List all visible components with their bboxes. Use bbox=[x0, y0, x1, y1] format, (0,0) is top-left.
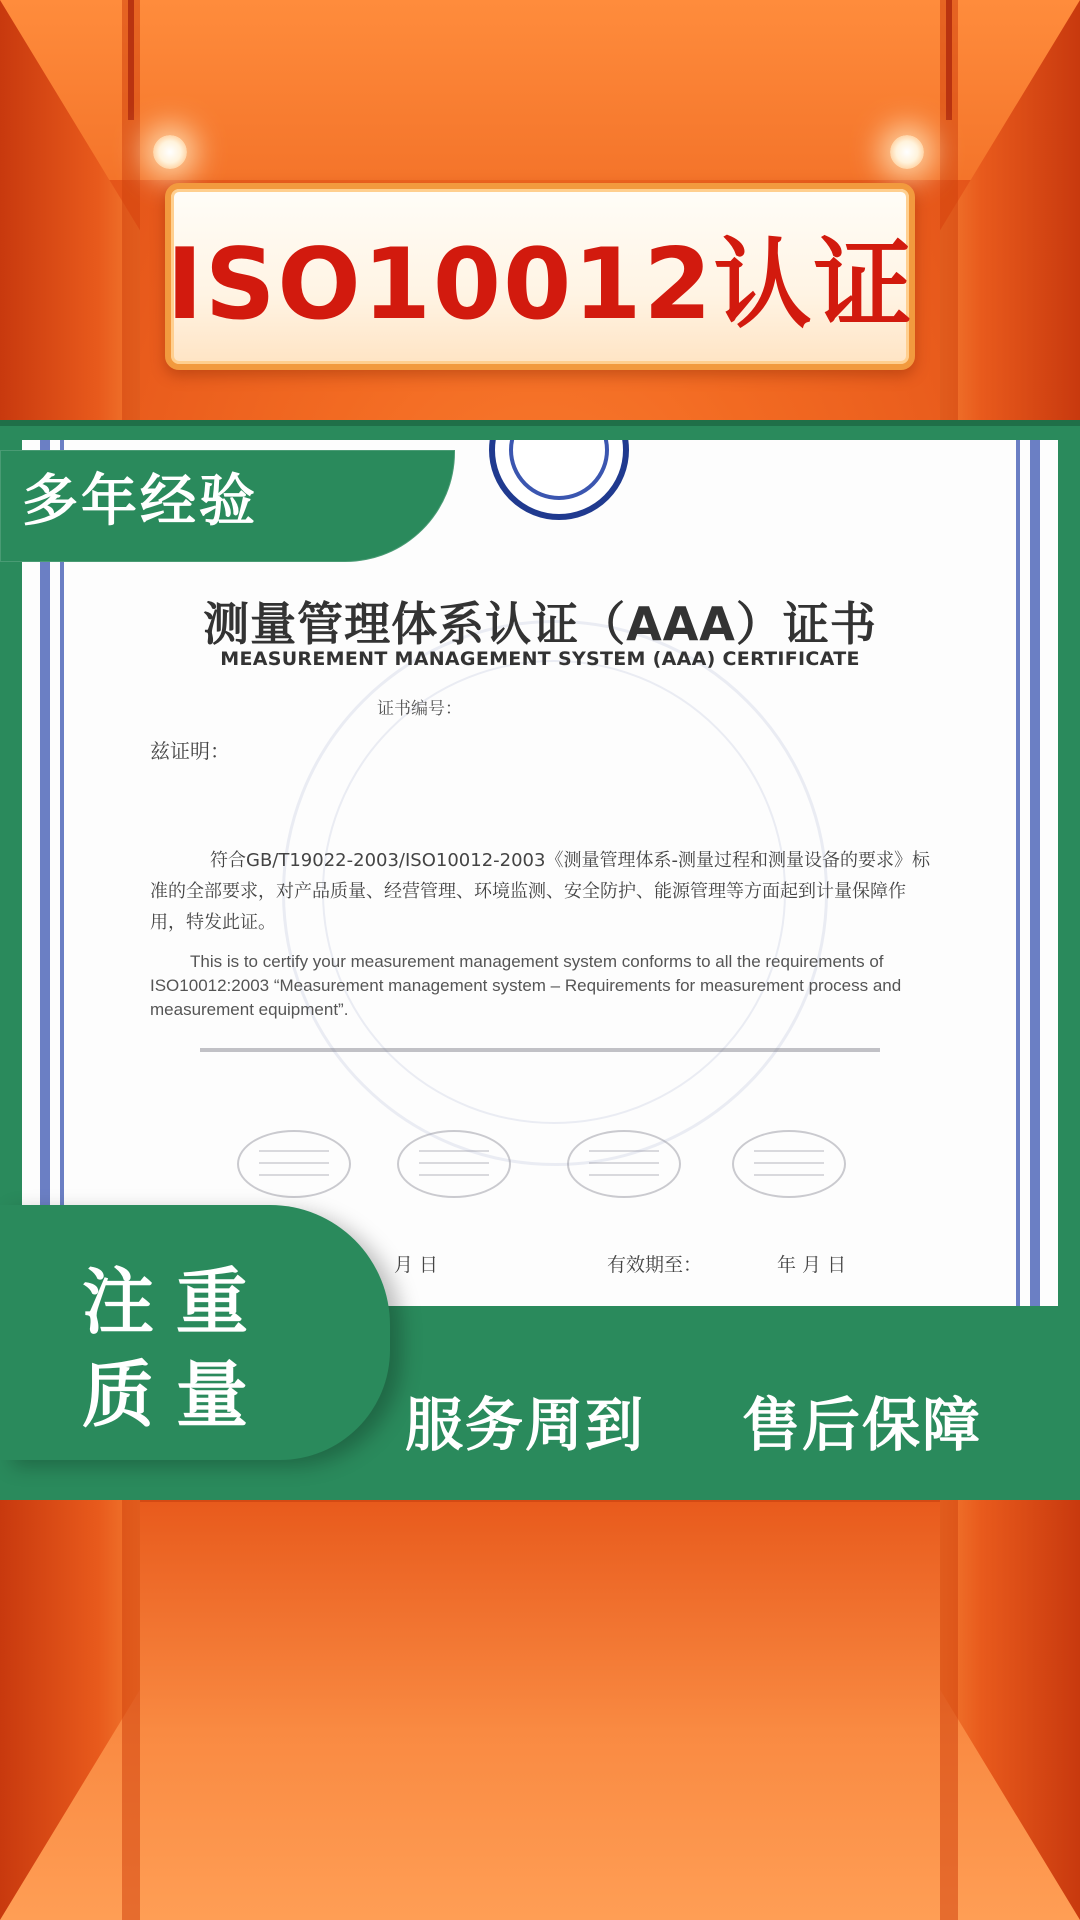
stage-floor bbox=[0, 1500, 1080, 1920]
cert-stamp-2-icon bbox=[397, 1130, 511, 1198]
title-plate bbox=[165, 183, 915, 370]
cert-title: 测量管理体系认证（AAA）证书 bbox=[203, 597, 877, 651]
hanging-rope-right bbox=[946, 0, 952, 120]
cert-hereby-label: 兹证明： bbox=[150, 739, 230, 763]
cert-stamp-3-icon bbox=[567, 1130, 681, 1198]
cert-fine-print bbox=[150, 1045, 930, 1055]
experience-tag-label: 多年经验 bbox=[22, 469, 258, 534]
quality-tag-line2: 质量 bbox=[82, 1353, 271, 1437]
cert-valid-date: 年 月 日 bbox=[777, 1254, 847, 1276]
floor-line bbox=[140, 1500, 940, 1502]
certificate-image bbox=[22, 440, 1058, 1306]
cert-border-left bbox=[40, 440, 50, 1306]
band-top-edge bbox=[0, 420, 1080, 426]
cert-stamp-1-icon bbox=[237, 1130, 351, 1198]
cert-issue-date: 月 日 bbox=[394, 1254, 439, 1276]
cert-body-en: This is to certify your measurement management system conforms to all the requirements of ISO10012:2003 “Measurement management system – Requirements for measurement process and measurement equipment”. bbox=[150, 952, 902, 1019]
cert-subtitle: MEASUREMENT MANAGEMENT SYSTEM (AAA) CERTIFICATE bbox=[220, 648, 860, 670]
cert-stamp-4-icon bbox=[732, 1130, 846, 1198]
cert-border-right bbox=[1030, 440, 1040, 1306]
lamp-left-icon bbox=[153, 135, 187, 169]
hanging-rope-left bbox=[128, 0, 134, 120]
lamp-right-icon bbox=[890, 135, 924, 169]
page-title: ISO10012认证 bbox=[166, 228, 914, 342]
cert-border-left-inner bbox=[60, 440, 64, 1306]
slogan-after-sales: 售后保障 bbox=[742, 1391, 983, 1459]
cert-number-label: 证书编号： bbox=[377, 699, 462, 719]
cert-seal-ring bbox=[509, 440, 609, 500]
cert-body-cn: 符合GB/T19022-2003/ISO10012-2003《测量管理体系-测量过程和测量设备的要求》标准的全部要求，对产品质量、经营管理、环境监测、安全防护、能源管理等方面起到计量保障作用，特发此证。 bbox=[150, 850, 930, 933]
cert-border-right-inner bbox=[1016, 440, 1020, 1306]
slogan-service: 服务周到 bbox=[405, 1391, 646, 1459]
cert-seal-icon bbox=[489, 440, 629, 520]
quality-tag-line1: 注重 bbox=[82, 1260, 271, 1344]
cert-valid-label: 有效期至： bbox=[607, 1254, 703, 1276]
